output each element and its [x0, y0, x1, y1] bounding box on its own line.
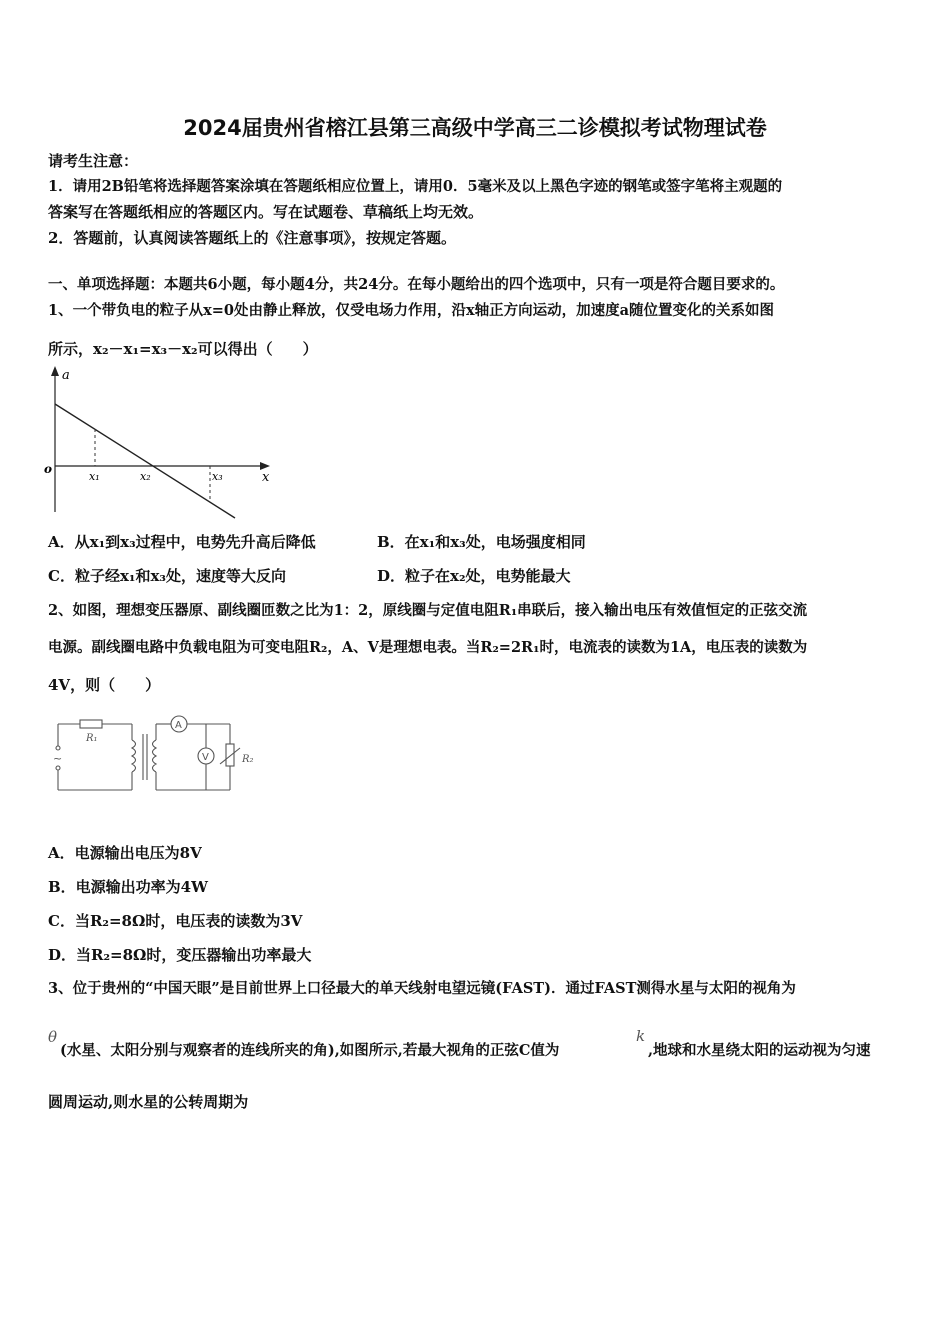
q2-option-a: A．电源输出电压为8V — [48, 844, 202, 862]
q1-option-a: A．从x₁到x₃过程中，电势先升高后降低 — [48, 533, 316, 551]
q1-stem-line-2: 所示，x₂－x₁=x₃－x₂可以得出（ ） — [48, 340, 318, 358]
origin-label: o — [44, 462, 53, 476]
axis-label-a: a — [62, 368, 70, 383]
label-r1: R₁ — [86, 733, 98, 744]
primary-coil — [132, 740, 136, 772]
section-heading: 一、单项选择题：本题共6小题，每小题4分，共24分。在每小题给出的四个选项中，只有一项是符合题目要求的。 — [48, 276, 785, 293]
ac-source-symbol: ~ — [53, 752, 63, 765]
q3-stem-line-2b: ,地球和水星绕太阳的运动视为匀速 — [648, 1042, 871, 1059]
q2-option-c: C．当R₂=8Ω时，电压表的读数为3V — [48, 912, 303, 930]
notice-line-2: 答案写在答题纸相应的答题区内。写在试题卷、草稿纸上均无效。 — [48, 203, 484, 221]
x-axis-arrow — [260, 462, 270, 470]
tick-x3: x₃ — [212, 470, 223, 483]
label-voltmeter: V — [202, 752, 209, 763]
q1-option-c: C．粒子经x₁和x₃处，速度等大反向 — [48, 567, 286, 585]
q2-stem-line-3: 4V，则（ ） — [48, 676, 161, 694]
q3-stem-line-3: 圆周运动,则水星的公转周期为 — [48, 1093, 249, 1111]
q3-stem-line-2: (水星、太阳分别与观察者的连线所夹的角),如图所示,若最大视角的正弦C值为 — [60, 1042, 560, 1059]
q1-option-b: B．在x₁和x₃处，电场强度相同 — [377, 533, 586, 551]
q1-stem-line-1: 1、一个带负电的粒子从x=0处由静止释放，仅受电场力作用，沿x轴正方向运动，加速度a随位置变化的关系如图 — [48, 302, 775, 319]
label-ammeter: A — [175, 720, 182, 731]
resistor-r1 — [80, 720, 102, 728]
resistor-r2 — [226, 744, 234, 766]
q2-stem-line-2: 电源。副线圈电路中负载电阻为可变电阻R₂，A、V是理想电表。当R₂=2R₁时，电流表的读数为1A，电压表的读数为 — [48, 639, 808, 656]
k-symbol: k — [636, 1027, 646, 1045]
q3-stem-line-1: 3、位于贵州的“中国天眼”是目前世界上口径最大的单天线射电望远镜(FAST)．通过FAST测得水星与太阳的视角为 — [48, 980, 796, 997]
axis-label-x: x — [262, 470, 270, 485]
q1-graph — [40, 362, 280, 522]
q2-option-d: D．当R₂=8Ω时，变压器输出功率最大 — [48, 946, 312, 964]
notice-line-1: 1．请用2B铅笔将选择题答案涂填在答题纸相应位置上，请用0．5毫米及以上黑色字迹的钢笔或签字笔将主观题的 — [48, 178, 783, 195]
a-x-line — [55, 404, 235, 518]
q2-stem-line-1: 2、如图，理想变压器原、副线圈匝数之比为1：2，原线圈与定值电阻R₁串联后，接入输出电压有效值恒定的正弦交流 — [48, 602, 808, 619]
theta-symbol: θ — [48, 1028, 58, 1046]
q1-option-d: D．粒子在x₂处，电势能最大 — [377, 567, 571, 585]
secondary-coil — [153, 740, 157, 772]
label-r2: R₂ — [242, 754, 254, 765]
notice-line-3: 2．答题前，认真阅读答题纸上的《注意事项》，按规定答题。 — [48, 229, 456, 247]
q2-option-b: B．电源输出功率为4W — [48, 878, 208, 896]
page-title: 2024届贵州省榕江县第三高级中学高三二诊模拟考试物理试卷 — [183, 116, 767, 140]
q2-circuit — [48, 712, 268, 796]
tick-x2: x₂ — [140, 470, 151, 483]
y-axis-arrow — [51, 366, 59, 376]
notice-heading: 请考生注意： — [48, 152, 139, 170]
tick-x1: x₁ — [89, 470, 100, 483]
